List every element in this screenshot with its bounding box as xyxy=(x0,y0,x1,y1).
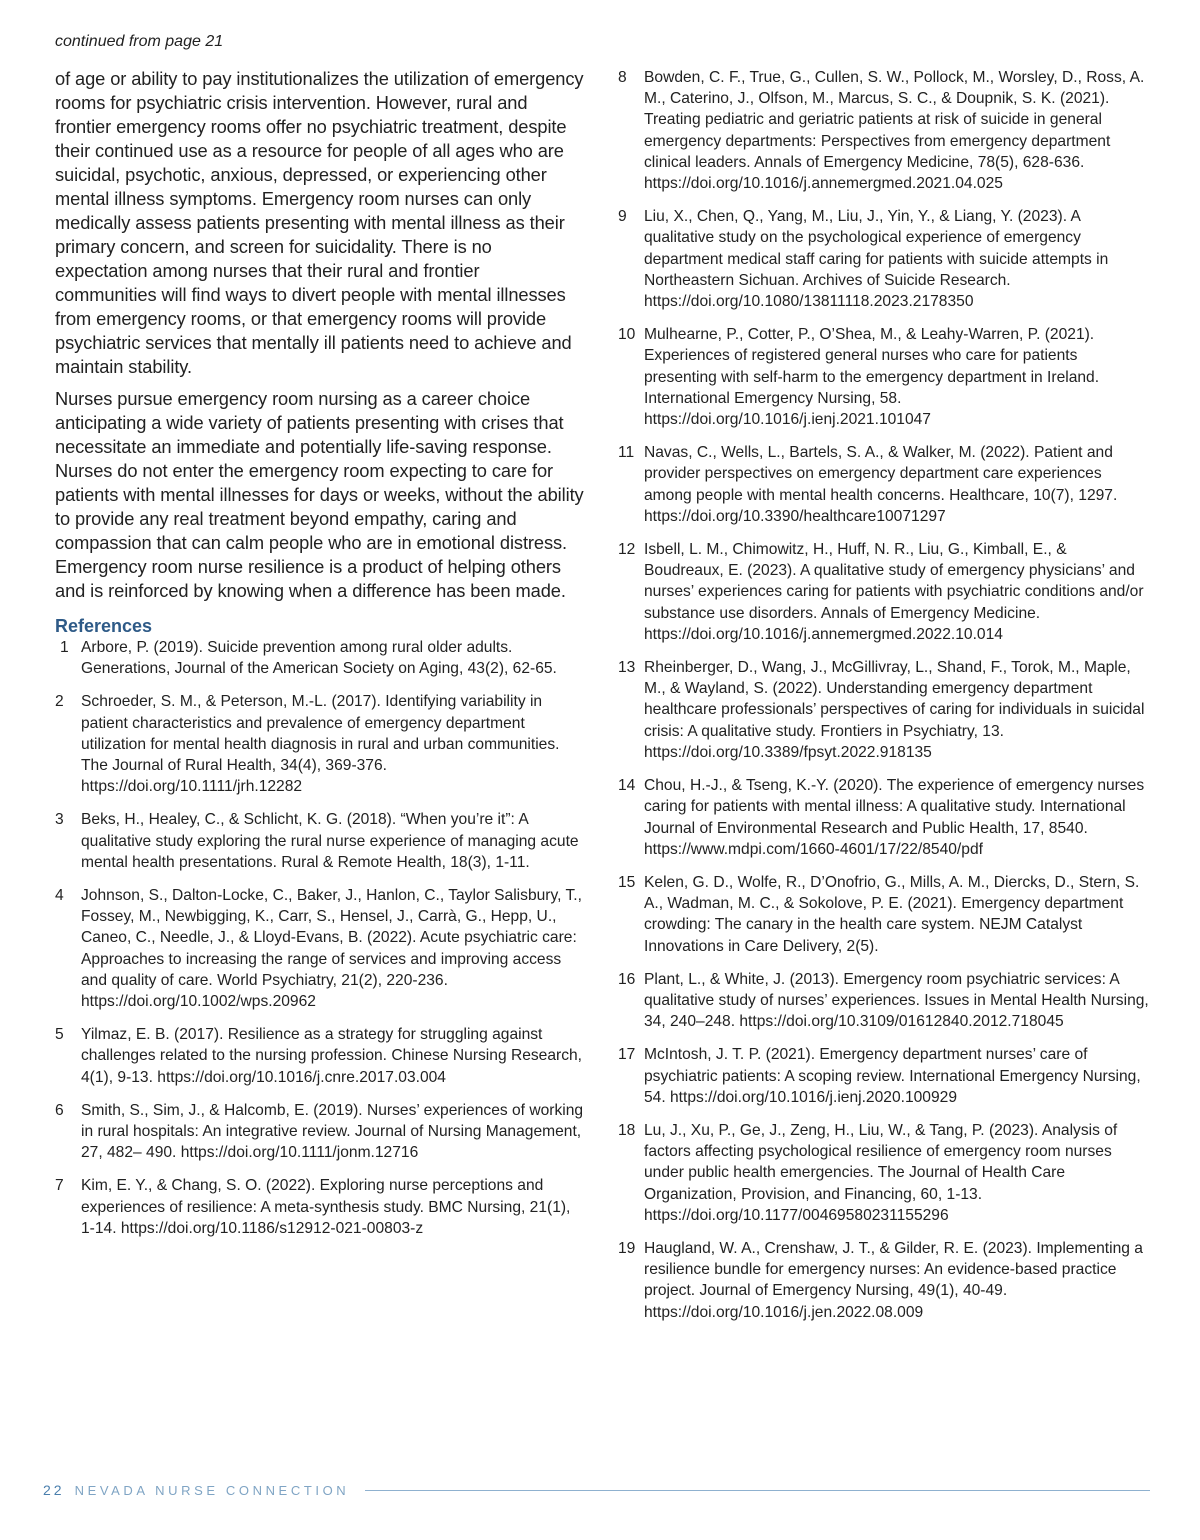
page-number: 22 xyxy=(43,1482,65,1498)
reference-number: 2 xyxy=(55,693,64,711)
reference-item xyxy=(618,1044,1150,1108)
reference-text: Navas, C., Wells, L., Bartels, S. A., & Walker, M. (2022). Patient and provider perspectives on emergency department care experiences among people with mental health concerns. Healthcare, 10(7), 1297. https://doi.org/10.3390/healthcare10071297 xyxy=(644,444,1118,525)
reference-item xyxy=(55,1100,585,1164)
reference-item xyxy=(618,775,1150,860)
reference-number: 15 xyxy=(618,873,636,891)
reference-number: 1 xyxy=(60,639,69,656)
reference-item xyxy=(618,324,1150,430)
reference-item xyxy=(618,969,1150,1033)
reference-text: Mulhearne, P., Cotter, P., O’Shea, M., & Leahy-Warren, P. (2021). Experiences of registered general nurses who care for patients presenting with self-harm to the emergency department in Ireland. International Emergency Nursing, 58. https://doi.org/10.1016/j.ienj.2021.101047 xyxy=(644,326,1100,429)
reference-text: Rheinberger, D., Wang, J., McGillivray, L., Shand, F., Torok, M., Maple, M., & Wayland, S. (2022). Understanding emergency department healthcare professionals’ perspectives of caring for individuals in suicidal crisis: A qualitative study. Frontiers in Psychiatry, 13. https://doi.org/10.3389/fpsyt.2022.918135 xyxy=(644,659,1145,761)
reference-text: Bowden, C. F., True, G., Cullen, S. W., Pollock, M., Worsley, D., Ross, A. M., Caterino, J., Olfson, M., Marcus, S. C., & Doupnik, S. K. (2021). Treating pediatric and geriatric patients at risk of suicide in general emergency departments: Perspectives from emergency department clinical leaders. Annals of Emergency Medicine, 78(5), 628-636. https://doi.org/10.1016/j.annemergmed.2021.04.025 xyxy=(644,69,1145,193)
reference-item xyxy=(618,872,1150,957)
reference-text: Beks, H., Healey, C., & Schlicht, K. G. (2018). “When you’re it”: A qualitative study exploring the rural nurse experience of managing acute mental health presentations. Rural & Remote Health, 18(3), 1-11. xyxy=(81,811,579,871)
reference-number: 7 xyxy=(55,1177,64,1195)
reference-number: 13 xyxy=(618,659,636,677)
right-column xyxy=(618,67,1150,1335)
reference-item xyxy=(618,657,1150,763)
reference-text: Isbell, L. M., Chimowitz, H., Huff, N. R., Liu, G., Kimball, E., & Boudreaux, E. (2023). A qualitative study of emergency physicians’ and nurses’ experiences caring for patients with psychiatric conditions and/or substance use disorders. Annals of Emergency Medicine. https://doi.org/10.1016/j.annemergmed.2022.10.014 xyxy=(644,541,1144,643)
reference-item xyxy=(618,1120,1150,1226)
reference-text: Haugland, W. A., Crenshaw, J. T., & Gilder, R. E. (2023). Implementing a resilience bundle for emergency nurses: An evidence-based practice project. Journal of Emergency Nursing, 49(1), 40-49. https://doi.org/10.1016/j.jen.2022.08.009 xyxy=(644,1239,1143,1321)
reference-text: Chou, H.-J., & Tseng, K.-Y. (2020). The experience of emergency nurses caring for patients with mental illness: A qualitative study. International Journal of Environmental Research and Public Health, 17, 8540. https://www.mdpi.com/1660-4601/17/22/8540/pdf xyxy=(644,777,1145,858)
reference-text: Lu, J., Xu, P., Ge, J., Zeng, H., Liu, W., & Tang, P. (2023). Analysis of factors affecting psychological resilience of emergency room nurses under public health emergencies. The Journal of Health Care Organization, Provision, and Financing, 60, 1-13. https://doi.org/10.1177/00469580231155296 xyxy=(644,1121,1118,1224)
reference-item xyxy=(618,539,1150,645)
reference-text: Kim, E. Y., & Chang, S. O. (2022). Exploring nurse perceptions and experiences of resilience: A meta-synthesis study. BMC Nursing, 21(1), 1-14. https://doi.org/10.1186/s12912-021-00803-z xyxy=(81,1177,571,1237)
reference-number: 8 xyxy=(618,69,627,86)
reference-number: 17 xyxy=(618,1046,636,1064)
reference-item xyxy=(618,1238,1150,1323)
body-paragraph: Nurses pursue emergency room nursing as a career choice anticipating a wide variety of patients presenting with crises that necessitate an immediate and potentially life-saving response. Nurses do not enter the emergency room expecting to care for patients with mental illnesses for days or weeks, without the ability to provide any real treatment beyond empathy, caring and compassion that can calm people who are in emotional distress. Emergency room nurse resilience is a product of helping others and is reinforced by knowing when a difference has been made. xyxy=(55,388,584,601)
reference-item xyxy=(618,442,1150,527)
reference-text: Liu, X., Chen, Q., Yang, M., Liu, J., Yin, Y., & Liang, Y. (2023). A qualitative study on the psychological experience of emergency department medical staff caring for patients with suicide attempts in Northeastern Sichuan. Archives of Suicide Research. https://doi.org/10.1080/13811118.2023.2178350 xyxy=(644,208,1109,311)
reference-item xyxy=(55,1175,585,1239)
reference-number: 12 xyxy=(618,541,636,559)
reference-text: Plant, L., & White, J. (2013). Emergency room psychiatric services: A qualitative study of nurses’ experiences. Issues in Mental Health Nursing, 34, 240–248. https://doi.org/10.3109/01612840.2012.718045 xyxy=(644,970,1149,1031)
reference-number: 11 xyxy=(618,444,635,462)
reference-number: 9 xyxy=(618,208,627,226)
reference-item xyxy=(55,691,585,797)
reference-item xyxy=(55,885,585,1012)
reference-item xyxy=(55,809,585,873)
reference-number: 6 xyxy=(55,1101,64,1119)
reference-item xyxy=(55,637,585,679)
references-heading: References xyxy=(55,616,153,636)
footer-divider xyxy=(365,1490,1150,1491)
reference-number: 14 xyxy=(618,777,636,795)
reference-number: 18 xyxy=(618,1121,636,1139)
reference-text: Johnson, S., Dalton-Locke, C., Baker, J., Hanlon, C., Taylor Salisbury, T., Fossey, M., Newbigging, K., Carr, S., Hensel, J., Carrà, G., Hepp, U., Caneo, C., Needle, J., & Lloyd-Evans, B. (2022). Acute psychiatric care: Approaches to increasing the range of services and improving access and quality of care. World Psychiatry, 21(2), 220-236. https://doi.org/10.1002/wps.20962 xyxy=(81,887,582,1011)
reference-number: 5 xyxy=(55,1026,64,1044)
reference-number: 4 xyxy=(55,887,64,905)
body-paragraph: of age or ability to pay institutionalizes the utilization of emergency rooms for psychiatric crisis intervention. However, rural and frontier emergency rooms offer no psychiatric treatment, despite their continued use as a resource for people of all ages who are suicidal, psychotic, anxious, depressed, or experiencing other mental illness symptoms. Emergency room nurses can only medically assess patients presenting with mental illness as their primary concern, and screen for suicidality. There is no expectation among nurses that their rural and frontier communities will find ways to divert people with mental illnesses from emergency rooms, or that emergency rooms will provide psychiatric services that mentally ill patients need to achieve and maintain stability. xyxy=(55,68,584,377)
reference-item xyxy=(618,67,1150,194)
reference-number: 3 xyxy=(55,811,64,829)
magazine-name: NEVADA NURSE CONNECTION xyxy=(74,1482,350,1498)
reference-number: 19 xyxy=(618,1239,636,1257)
reference-number: 10 xyxy=(618,326,636,344)
reference-text: Kelen, G. D., Wolfe, R., D’Onofrio, G., Mills, A. M., Diercks, D., Stern, S. A., Wadman, M. C., & Sokolove, P. E. (2021). Emergency department crowding: The canary in the health care system. NEJM Catalyst Innovations in Care Delivery, 2(5). xyxy=(644,873,1140,955)
continued-note: continued from page 21 xyxy=(55,33,224,50)
reference-text: McIntosh, J. T. P. (2021). Emergency department nurses’ care of psychiatric patients: A scoping review. International Emergency Nursing, 54. https://doi.org/10.1016/j.ienj.2020.100929 xyxy=(644,1046,1141,1106)
reference-text: Smith, S., Sim, J., & Halcomb, E. (2019). Nurses’ experiences of working in rural hospitals: An integrative review. Journal of Nursing Management, 27, 482– 490. https://doi.org/10.1111/jonm.12716 xyxy=(81,1101,584,1162)
reference-item xyxy=(618,206,1150,312)
reference-number: 16 xyxy=(618,970,636,988)
reference-text: Yilmaz, E. B. (2017). Resilience as a strategy for struggling against challenges related to the nursing profession. Chinese Nursing Research, 4(1), 9-13. https://doi.org/10.1016/j.cnre.2017.03.004 xyxy=(81,1026,583,1086)
reference-item xyxy=(55,1024,585,1088)
reference-text: Schroeder, S. M., & Peterson, M.-L. (2017). Identifying variability in patient characteristics and prevalence of emergency department utilization for mental health diagnosis in rural and urban communities. The Journal of Rural Health, 34(4), 369-376. https://doi.org/10.1111/jrh.12282 xyxy=(81,693,560,796)
left-column xyxy=(55,67,585,1251)
reference-text: Arbore, P. (2019). Suicide prevention among rural older adults. Generations, Journal of the American Society on Aging, 43(2), 62-65. xyxy=(81,639,557,678)
page-footer xyxy=(43,1480,1150,1500)
